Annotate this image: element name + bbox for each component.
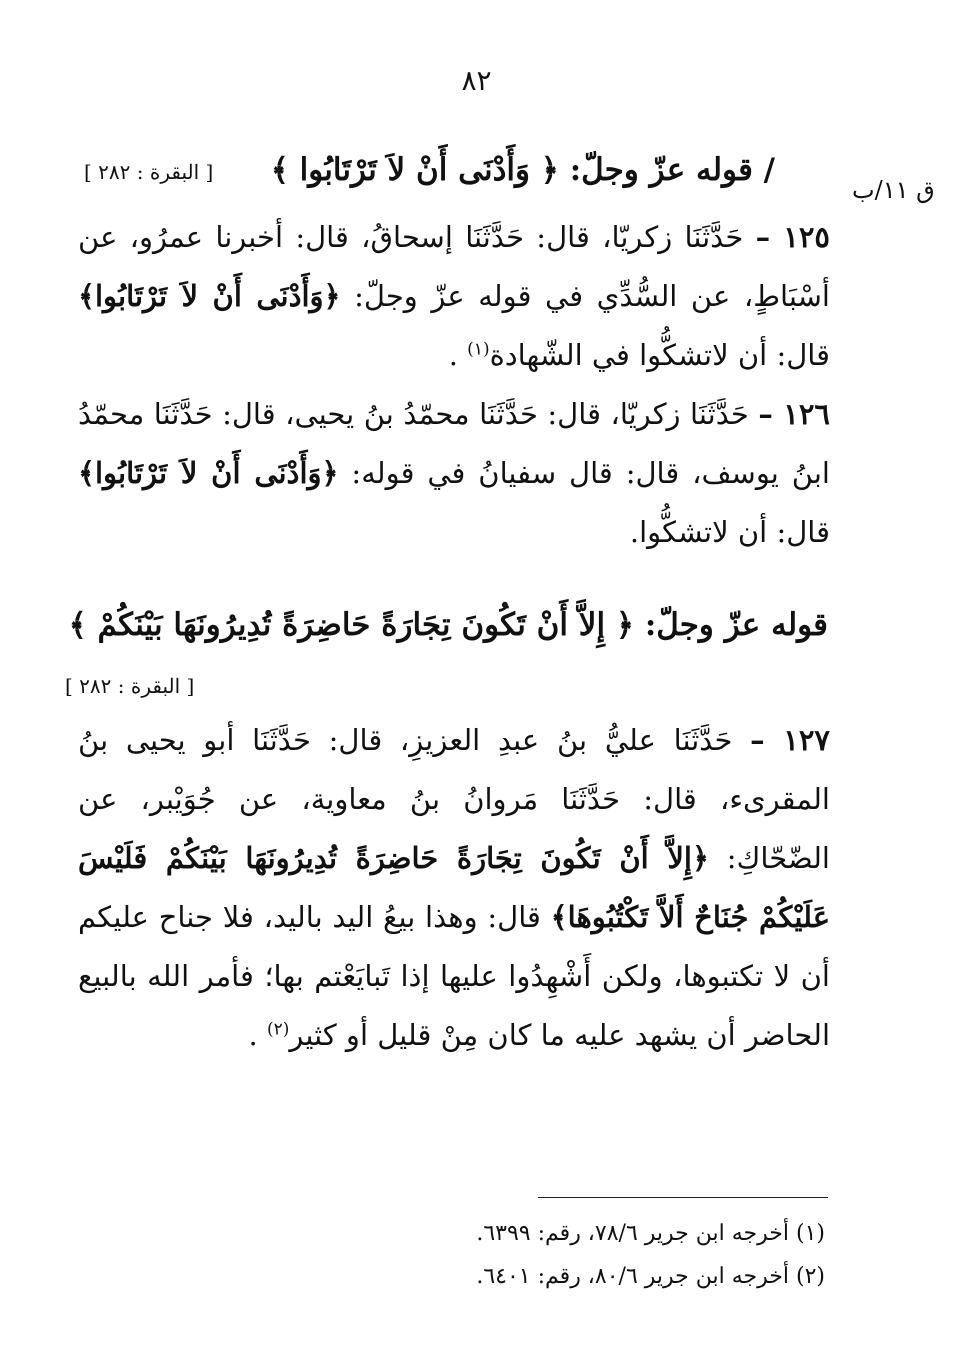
page-number: ٨٢ [461, 64, 492, 97]
surah-reference: [ البقرة : ٢٨٢ ] [65, 674, 195, 698]
footnote-divider [538, 1197, 828, 1198]
hadith-text: حَدَّثَنَا زكريّا، قال: حَدَّثَنَا إسحاقُ، قال: أخبرنا عمرُو، عن أسْبَاطٍ، عن السُّدِّي في قوله عزّ وجلّ: [78, 220, 830, 313]
footnote-2: (٢) أخرجه ابن جرير ٨٠/٦، رقم: ٦٤٠١. [476, 1264, 825, 1289]
hadith-125 [78, 208, 830, 385]
quran-quote: ﴿وَأَدْنَى أَنْ لاَ تَرْتَابُوا﴾ [78, 279, 341, 313]
surah-reference: [ البقرة : ٢٨٢ ] [84, 160, 214, 184]
footnote-ref: (١) [467, 339, 490, 360]
margin-note: ق ١١/ب [852, 176, 935, 204]
hadith-text: قال: وهذا بيعُ اليد باليد، فلا جناح عليكم أن لا تكتبوها، ولكن أَشْهِدُوا عليها إذا تَبايَعْتم بها؛ فأمر الله بالبيع الحاضر أن يشهد عليه ما كان مِنْ قليل أو كثير [78, 900, 830, 1052]
hadith-number: ١٢٦ – [758, 397, 830, 431]
section-heading: قوله عزّ وجلّ: ﴿ إِلاَّ أَنْ تَكُونَ تِجَارَةً حَاضِرَةً تُدِيرُونَهَا بَيْنَكُمْ ﴾ [68, 607, 828, 643]
section-heading: / قوله عزّ وجلّ: ﴿ وَأَدْنَى أَنْ لاَ تَرْتَابُوا ﴾ [270, 152, 775, 188]
hadith-end: . [448, 338, 468, 372]
quran-quote: ﴿وَأَدْنَى أَنْ لاَ تَرْتَابُوا﴾ [78, 456, 339, 490]
hadith-text: قال: أن لاتشكُّوا. [629, 515, 830, 549]
hadith-text: حَدَّثَنَا عليُّ بنُ عبدِ العزيزِ، قال: حَدَّثَنَا أبو يحيى بنُ المقرىء، قال: حَدَّثَنَا مَروانُ بنُ معاوية، عن جُوَيْبر، عن الضّحّاكِ: [78, 723, 830, 875]
hadith-end: . [248, 1018, 267, 1052]
hadith-127 [78, 711, 830, 1065]
footnote-1: (١) أخرجه ابن جرير ٧٨/٦، رقم: ٦٣٩٩. [476, 1221, 825, 1246]
footnote-ref: (٢) [266, 1019, 290, 1040]
hadith-text: قال: أن لاتشكُّوا في الشّهادة [489, 338, 830, 372]
hadith-number: ١٢٥ – [755, 220, 831, 254]
hadith-126 [78, 385, 830, 562]
quran-quote: ﴿إِلاَّ أَنْ تَكُونَ تِجَارَةً حَاضِرَةً تُدِيرُونَهَا بَيْنَكُمْ فَلَيْسَ عَلَيْكُمْ جُنَاحٌ أَلاَّ تَكْتُبُوهَا﴾ [78, 841, 830, 934]
hadith-text: حَدَّثَنَا زكريّا، قال: حَدَّثَنَا محمّدُ بنُ يحيى، قال: حَدَّثَنَا محمّدُ ابنُ يوسف، قال: قال سفيانُ في قوله: [78, 397, 830, 490]
hadith-number: ١٢٧ – [750, 723, 831, 757]
